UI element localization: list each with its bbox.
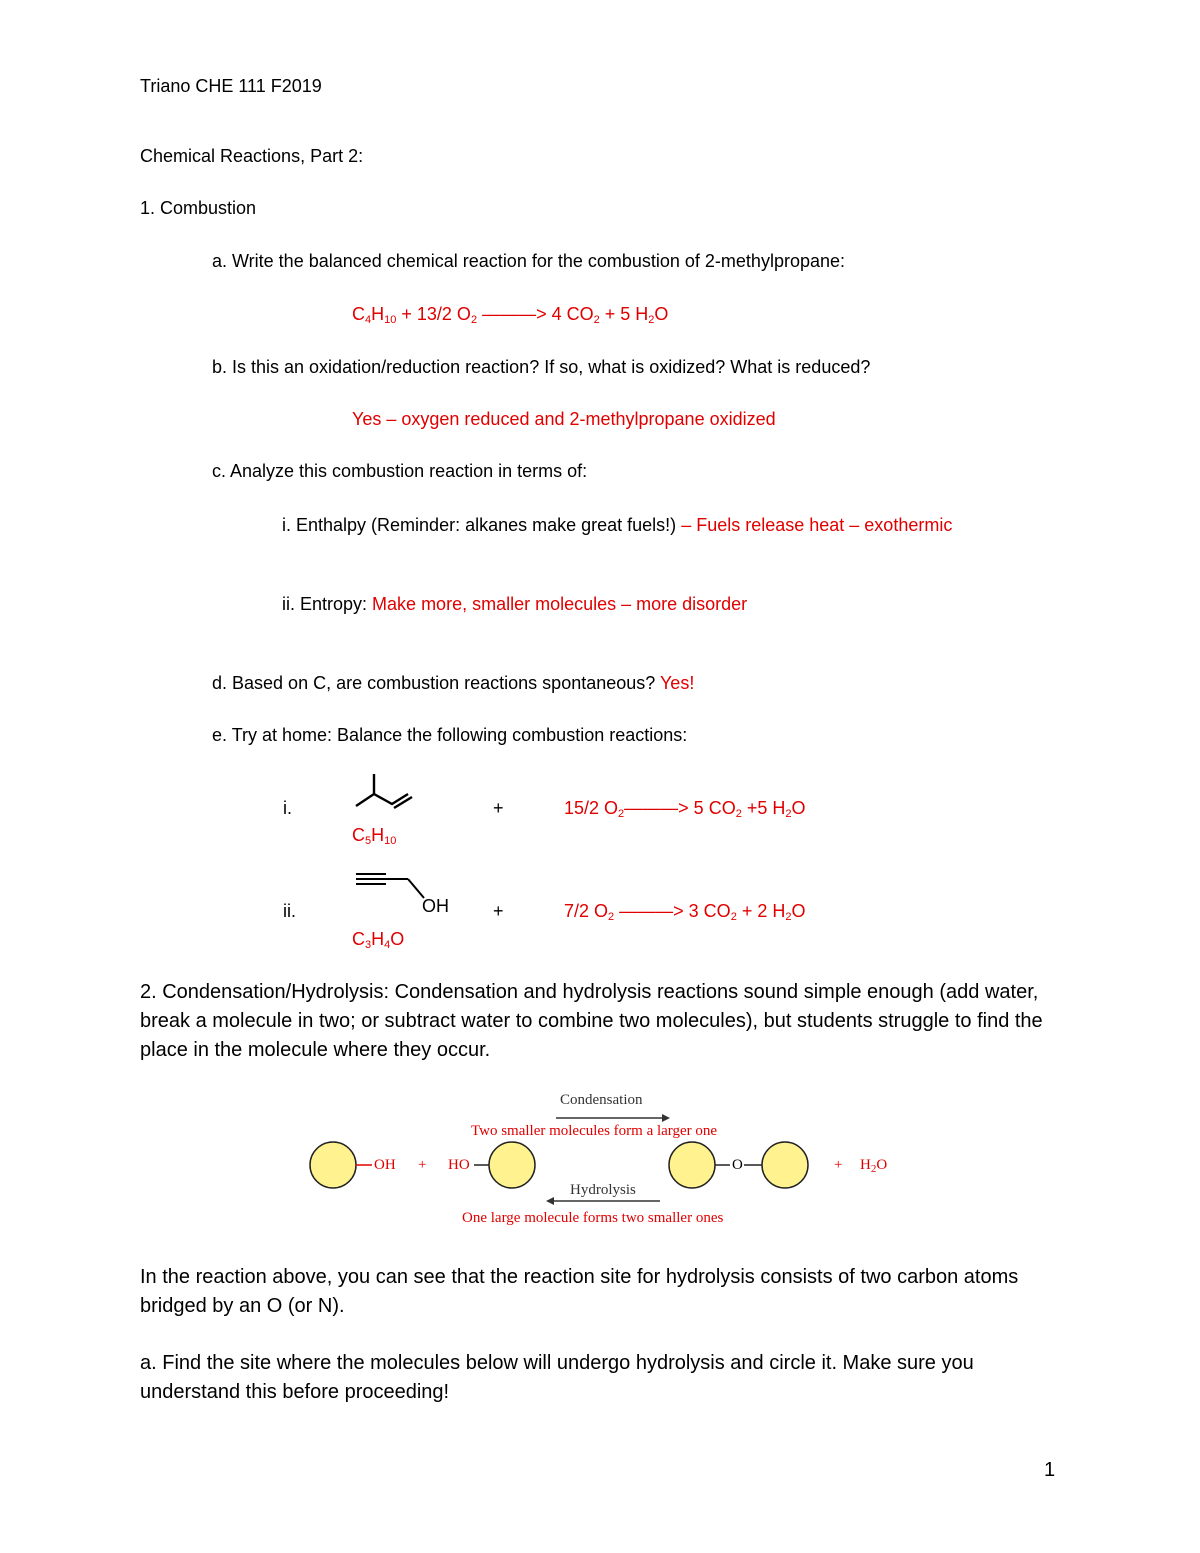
q1e-row1-number: i.	[283, 798, 292, 818]
oxygen-bridge: O	[732, 1157, 743, 1173]
q1e-row1-formula: $C_5H_{10}$	[352, 825, 397, 847]
oh-group-right: OH	[374, 1157, 396, 1173]
q1b-answer: Yes – oxygen reduced and 2-methylpropane oxidized	[352, 409, 776, 429]
q1c-prompt: c. Analyze this combustion reaction in terms of:	[212, 461, 588, 481]
q1e-row2-number: ii.	[283, 901, 296, 921]
q1c-entropy: ii. Entropy: Make more, smaller molecules – more disorder	[282, 594, 748, 614]
q1a-answer: $C_4H_{10} + 13/2$ $O_2$ ———> 4 $CO_2 + 5$ $H_2O$	[352, 304, 669, 326]
q2-task-a: a. Find the site where the molecules below will undergo hydrolysis and circle it. Make sure you understand this before proceeding!	[140, 1352, 974, 1403]
q1b-prompt: b. Is this an oxidation/reduction reaction? If so, what is oxidized? What is reduced?	[212, 357, 871, 377]
q1-heading: 1. Combustion	[140, 198, 257, 218]
page-number: 1	[1044, 1459, 1056, 1481]
q1e-row2-plus: +	[493, 901, 504, 921]
condensation-hydrolysis-figure	[300, 1088, 900, 1233]
water-product: $H_2O$	[860, 1157, 888, 1175]
condensation-label: Condensation	[560, 1092, 643, 1108]
propargyl-alcohol-structure	[352, 868, 432, 908]
q1e-prompt: e. Try at home: Balance the following combustion reactions:	[212, 725, 688, 745]
q1a-prompt: a. Write the balanced chemical reaction for the combustion of 2-methylpropane:	[212, 251, 846, 271]
q1e-row1-plus: +	[493, 798, 504, 818]
q2-intro: 2. Condensation/Hydrolysis: Condensation and hydrolysis reactions sound simple enough (add water, break a molecule in two; or subtract water to combine two molecules), but students struggle to find the place in the molecule where they occur.	[140, 981, 1043, 1061]
oh-group-label: OH	[422, 896, 449, 916]
methylbutene-structure	[352, 772, 422, 812]
hydrolysis-label: Hydrolysis	[570, 1182, 636, 1198]
q1e-row2-formula: $C_3H_4O$	[352, 929, 405, 951]
q1c-enthalpy: i. Enthalpy (Reminder: alkanes make great fuels!) – Fuels release heat – exothermic	[282, 515, 953, 535]
plus-sign-1: +	[418, 1157, 427, 1173]
q1e-row2-answer: 7/2 $O_2$ ———> 3 $CO_2 + 2$ $H_2O$	[564, 901, 806, 923]
q2-statement: In the reaction above, you can see that the reaction site for hydrolysis consists of two carbon atoms bridged by an O (or N).	[140, 1266, 1019, 1317]
hydrolysis-description: One large molecule forms two smaller ones	[462, 1210, 724, 1226]
header-title: Triano CHE 111 F2019	[140, 76, 322, 96]
plus-sign-2: +	[834, 1157, 843, 1173]
section-title: Chemical Reactions, Part 2:	[140, 146, 364, 166]
q1e-row1-answer: 15/2 $O_2———> 5$ $CO_2 +5$ $H_2O$	[564, 798, 806, 820]
condensation-description: Two smaller molecules form a larger one	[471, 1123, 718, 1139]
ho-group-left: HO	[448, 1157, 470, 1173]
q1d-prompt: d. Based on C, are combustion reactions spontaneous? Yes!	[212, 673, 695, 693]
